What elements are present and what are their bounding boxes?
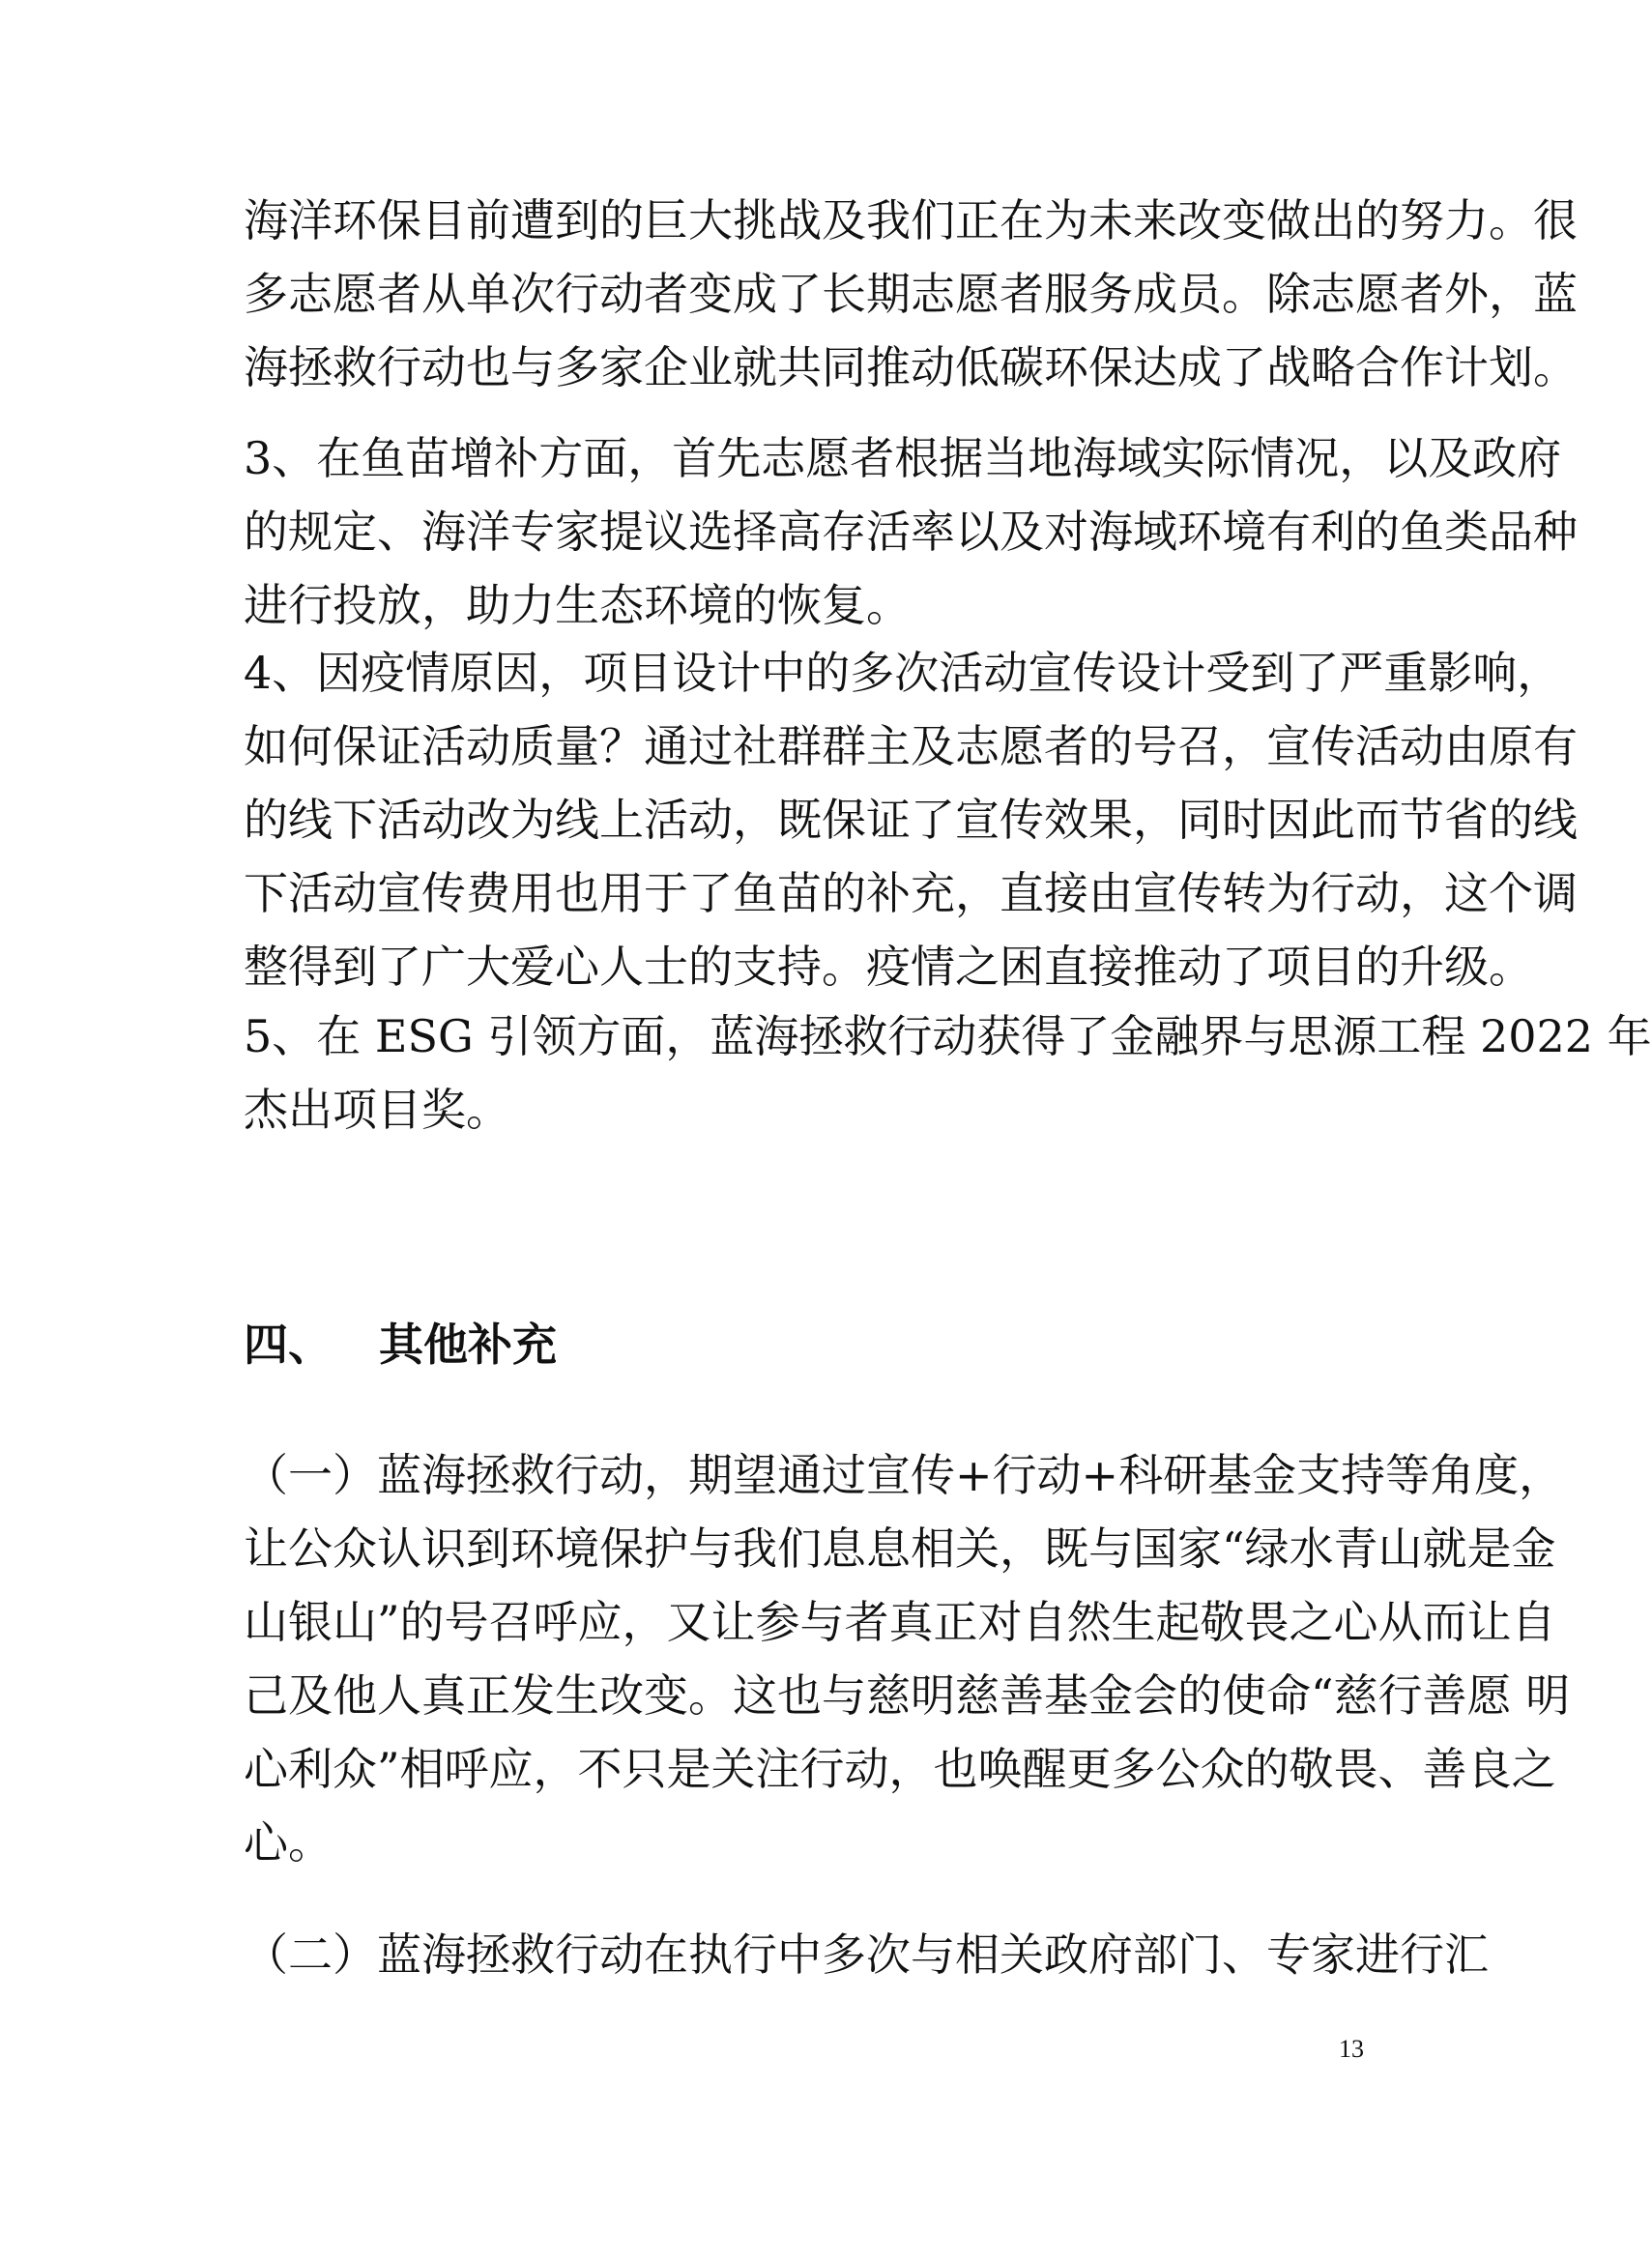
body-text-line: 山银山”的号召呼应，又让参与者真正对自然生起敬畏之心从而让自 xyxy=(244,1596,1556,1648)
body-text-line: 海洋环保目前遭到的巨大挑战及我们正在为未来改变做出的努力。很 xyxy=(244,194,1578,246)
body-text-line: 多志愿者从单次行动者变成了长期志愿者服务成员。除志愿者外，蓝 xyxy=(244,268,1578,320)
page-number: 13 xyxy=(1339,2035,1364,2063)
body-text-line: （一）蓝海拯救行动，期望通过宣传+行动+科研基金支持等角度， xyxy=(244,1449,1564,1501)
body-text-line: 心利众”相呼应，不只是关注行动，也唤醒更多公众的敬畏、善良之 xyxy=(244,1743,1556,1795)
body-text-line: 的线下活动改为线上活动，既保证了宣传效果，同时因此而节省的线 xyxy=(244,794,1578,846)
body-text-line: 的规定、海洋专家提议选择高存活率以及对海域环境有利的鱼类品种 xyxy=(244,506,1578,558)
body-text-line: 进行投放，助力生态环境的恢复。 xyxy=(244,579,911,631)
body-text-line: 海拯救行动也与多家企业就共同推动低碳环保达成了战略合作计划。 xyxy=(244,341,1578,393)
body-text-line: 己及他人真正发生改变。这也与慈明慈善基金会的使命“慈行善愿 明 xyxy=(244,1669,1571,1722)
body-text-line: 如何保证活动质量？通过社群群主及志愿者的号召，宣传活动由原有 xyxy=(244,720,1578,772)
body-text-line: 整得到了广大爱心人士的支持。疫情之困直接推动了项目的升级。 xyxy=(244,941,1533,993)
body-text-line: 4、因疫情原因，项目设计中的多次活动宣传设计受到了严重影响， xyxy=(244,647,1562,699)
body-text-line: （二）蓝海拯救行动在执行中多次与相关政府部门、专家进行汇 xyxy=(244,1928,1489,1981)
body-text-line: 下活动宣传费用也用于了鱼苗的补充，直接由宣传转为行动，这个调 xyxy=(244,867,1578,919)
body-text-line: 心。 xyxy=(244,1816,333,1869)
body-text-line: 杰出项目奖。 xyxy=(244,1084,510,1136)
body-text-line: 让公众认识到环境保护与我们息息相关，既与国家“绿水青山就是金 xyxy=(244,1522,1556,1575)
section-number: 四、 xyxy=(244,1319,333,1371)
body-text-line: 5、在 ESG 引领方面，蓝海拯救行动获得了金融界与思源工程 2022 年 xyxy=(244,1010,1652,1062)
section-heading xyxy=(244,1311,557,1378)
body-text-line: 3、在鱼苗增补方面，首先志愿者根据当地海域实际情况，以及政府 xyxy=(244,432,1562,484)
section-title: 其他补充 xyxy=(379,1319,557,1371)
